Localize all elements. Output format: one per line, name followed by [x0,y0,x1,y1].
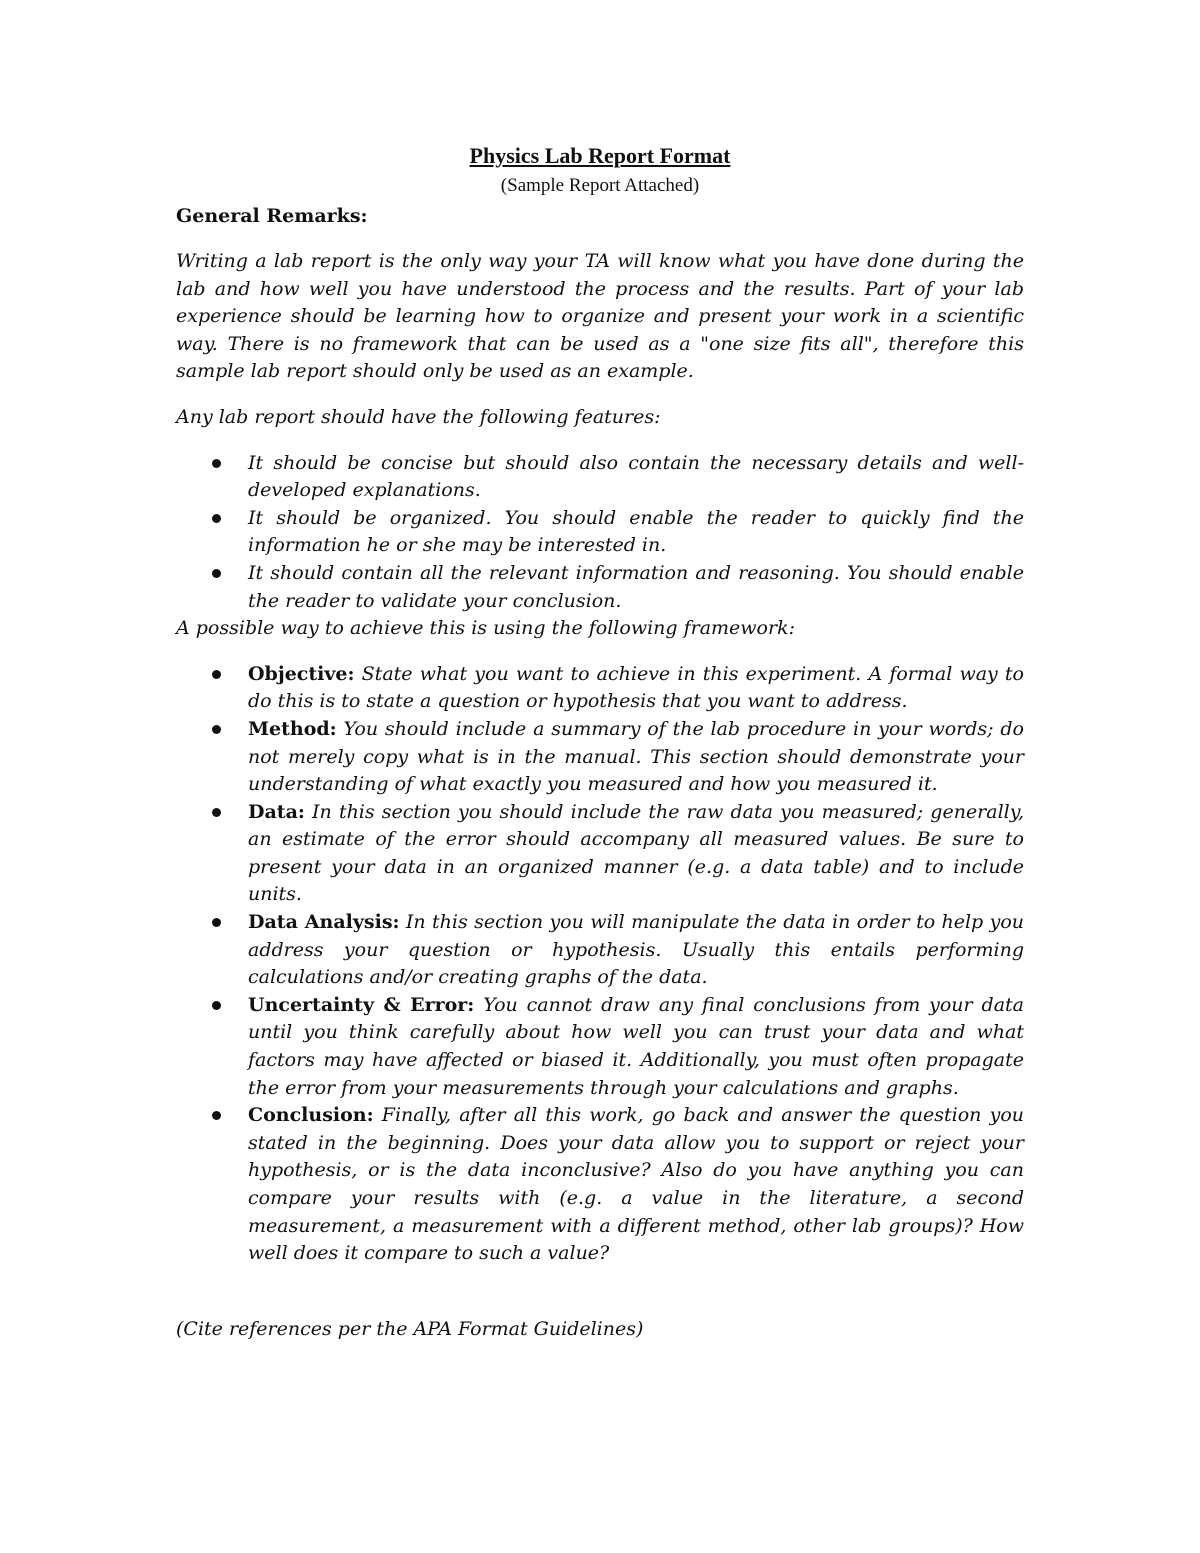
list-item [176,716,1024,799]
framework-text: State what you want to achieve in this experiment. A formal way to do this is to state a question or hypothesis that you want to address. [248,662,1024,713]
bullet-icon [212,808,221,817]
framework-text: Finally, after all this work, go back and answer the question you stated in the beginning. Does your data allow you to support or reject your hypothesis, or is the data inconclusive? Also do you have anything you can compare your results with (e.g. a value in the literature, a second measurement, a measurement with a different method, other lab groups)? How well does it compare to such a value? [248,1104,1024,1265]
feature-text: It should be concise but should also contain the necessary details and well-developed explanations. [248,451,1024,502]
framework-term: Data: [248,800,305,823]
general-remarks-heading: General Remarks: [176,205,368,227]
intro-paragraph: Writing a lab report is the only way your TA will know what you have done during the lab and how well you have understood the process and the results. Part of your lab experience should be learning how to organize and present your work in a scientific way. There is no framework that can be used as a "one size fits all", therefore this sample lab report should only be used as an example. [176,250,1024,383]
bullet-icon [212,918,221,927]
framework-term: Conclusion: [248,1104,374,1127]
document-subtitle: (Sample Report Attached) [500,175,700,196]
feature-text: It should be organized. You should enable the reader to quickly find the information he or she may be interested in. [248,506,1024,557]
list-item [176,909,1024,992]
framework-text: In this section you will manipulate the data in order to help you address your question or hypothesis. Usually this entails performing calculations and/or creating graphs of the data. [248,911,1024,989]
bullet-icon [212,514,221,523]
list-item [176,560,1024,615]
framework-term: Method: [248,717,337,740]
list-item [176,450,1024,505]
bullet-icon [212,670,221,679]
framework-intro: A possible way to achieve this is using the following framework: [176,617,795,640]
document-title: Physics Lab Report Format [469,143,731,168]
feature-text: It should contain all the relevant information and reasoning. You should enable the reader to validate your conclusion. [248,561,1024,612]
list-item [176,1102,1024,1268]
framework-term: Objective: [248,662,355,685]
bullet-icon [212,569,221,578]
framework-text: You cannot draw any final conclusions from your data until you think carefully about how well you can trust your data and what factors may have affected or biased it. Additionally, you must often propagate the error from your measurements through your calculations and graphs. [248,993,1024,1099]
bullet-icon [212,459,221,468]
framework-term: Data Analysis: [248,911,400,934]
features-intro: Any lab report should have the following features: [176,405,661,428]
framework-text: You should include a summary of the lab procedure in your words; do not merely copy what is in the manual. This section should demonstrate your understanding of what exactly you measured and how you measured it. [248,717,1024,796]
features-list [176,450,1024,616]
citation-note: (Cite references per the APA Format Guidelines) [176,1317,644,1340]
list-item [176,505,1024,560]
list-item [176,992,1024,1102]
framework-term: Uncertainty & Error: [248,993,475,1016]
framework-text: In this section you should include the raw data you measured; generally, an estimate of the error should accompany all measured values. Be sure to present your data in an organized manner (e.g. a data table) and to include units. [248,800,1024,906]
bullet-icon [212,1001,221,1010]
framework-list [176,661,1024,1268]
bullet-icon [212,1111,221,1120]
bullet-icon [212,725,221,734]
list-item [176,799,1024,909]
list-item [176,661,1024,716]
document-body [176,140,1024,1343]
